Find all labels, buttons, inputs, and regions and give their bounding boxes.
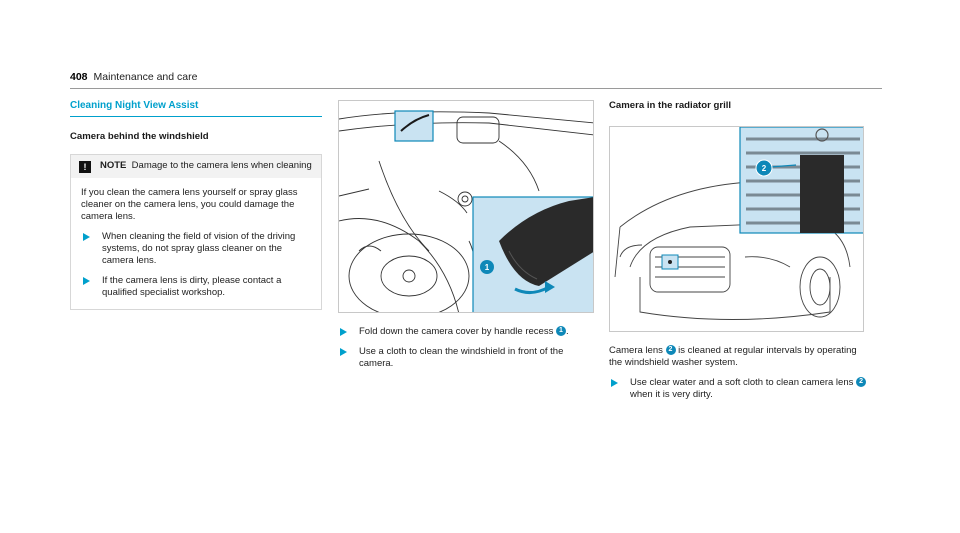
section-divider	[70, 116, 322, 117]
left-column	[70, 100, 322, 310]
para-text-end: is cleaned at regular intervals by operating the windshield washer system.	[609, 345, 857, 368]
figure-radiator-grill-camera	[609, 126, 864, 332]
triangle-arrow-icon	[83, 277, 90, 285]
page-number: 408	[70, 71, 88, 83]
step-text: Use clear water and a soft cloth to clean camera lens	[630, 377, 854, 388]
note-header	[71, 155, 321, 178]
triangle-arrow-icon	[611, 379, 618, 387]
windshield-camera-illustration	[339, 101, 594, 313]
step-text: Fold down the camera cover by handle recess	[359, 326, 554, 337]
note-paragraph: If you clean the camera lens yourself or spray glass cleaner on the camera lens, you could damage the camera lens.	[81, 187, 298, 222]
radiator-camera-illustration	[610, 127, 864, 332]
note-title	[100, 160, 312, 172]
right-step	[609, 377, 869, 401]
step-text-end: .	[565, 326, 569, 337]
middle-step-text	[359, 326, 569, 338]
right-column-text	[609, 345, 869, 401]
header-divider	[70, 88, 882, 89]
step-text-end: when it is very dirty.	[630, 389, 713, 400]
triangle-arrow-icon	[340, 348, 347, 356]
note-label: NOTE	[100, 160, 127, 171]
subheading-windshield: Camera behind the windshield	[70, 131, 209, 142]
page-header	[70, 71, 882, 87]
figure-windshield-camera	[338, 100, 594, 313]
note-box	[70, 154, 322, 310]
page-section-title: Maintenance and care	[93, 71, 198, 83]
triangle-arrow-icon	[340, 328, 347, 336]
camera-lens-dot	[668, 260, 672, 264]
camera-housing	[800, 155, 844, 233]
callout-1-label: 1	[484, 263, 490, 272]
middle-column-text	[338, 318, 596, 370]
section-title: Cleaning Night View Assist	[70, 100, 199, 111]
middle-step	[338, 346, 596, 370]
middle-step-text: Use a cloth to clean the windshield in front of the camera.	[359, 346, 564, 369]
right-step-text	[630, 377, 869, 401]
callout-ref-2: 2	[856, 377, 866, 387]
para-text: Camera lens	[609, 345, 663, 356]
note-step-text: If the camera lens is dirty, please contact a qualified specialist workshop.	[102, 275, 282, 298]
note-body	[71, 178, 321, 309]
subheading-radiator-grill: Camera in the radiator grill	[609, 100, 732, 111]
grill-paragraph	[609, 345, 869, 369]
note-step	[81, 231, 311, 267]
callout-ref-1: 1	[556, 326, 566, 336]
note-title-text: Damage to the camera lens when cleaning	[131, 160, 312, 171]
middle-step	[338, 326, 596, 338]
triangle-arrow-icon	[83, 233, 90, 241]
note-step-text: When cleaning the field of vision of the driving systems, do not spray glass cleaner on the camera lens.	[102, 231, 296, 266]
note-step	[81, 275, 311, 299]
callout-2-label: 2	[761, 164, 767, 173]
callout-ref-2: 2	[666, 345, 676, 355]
right-column-header	[609, 100, 869, 111]
exclamation-icon: !	[79, 161, 91, 173]
